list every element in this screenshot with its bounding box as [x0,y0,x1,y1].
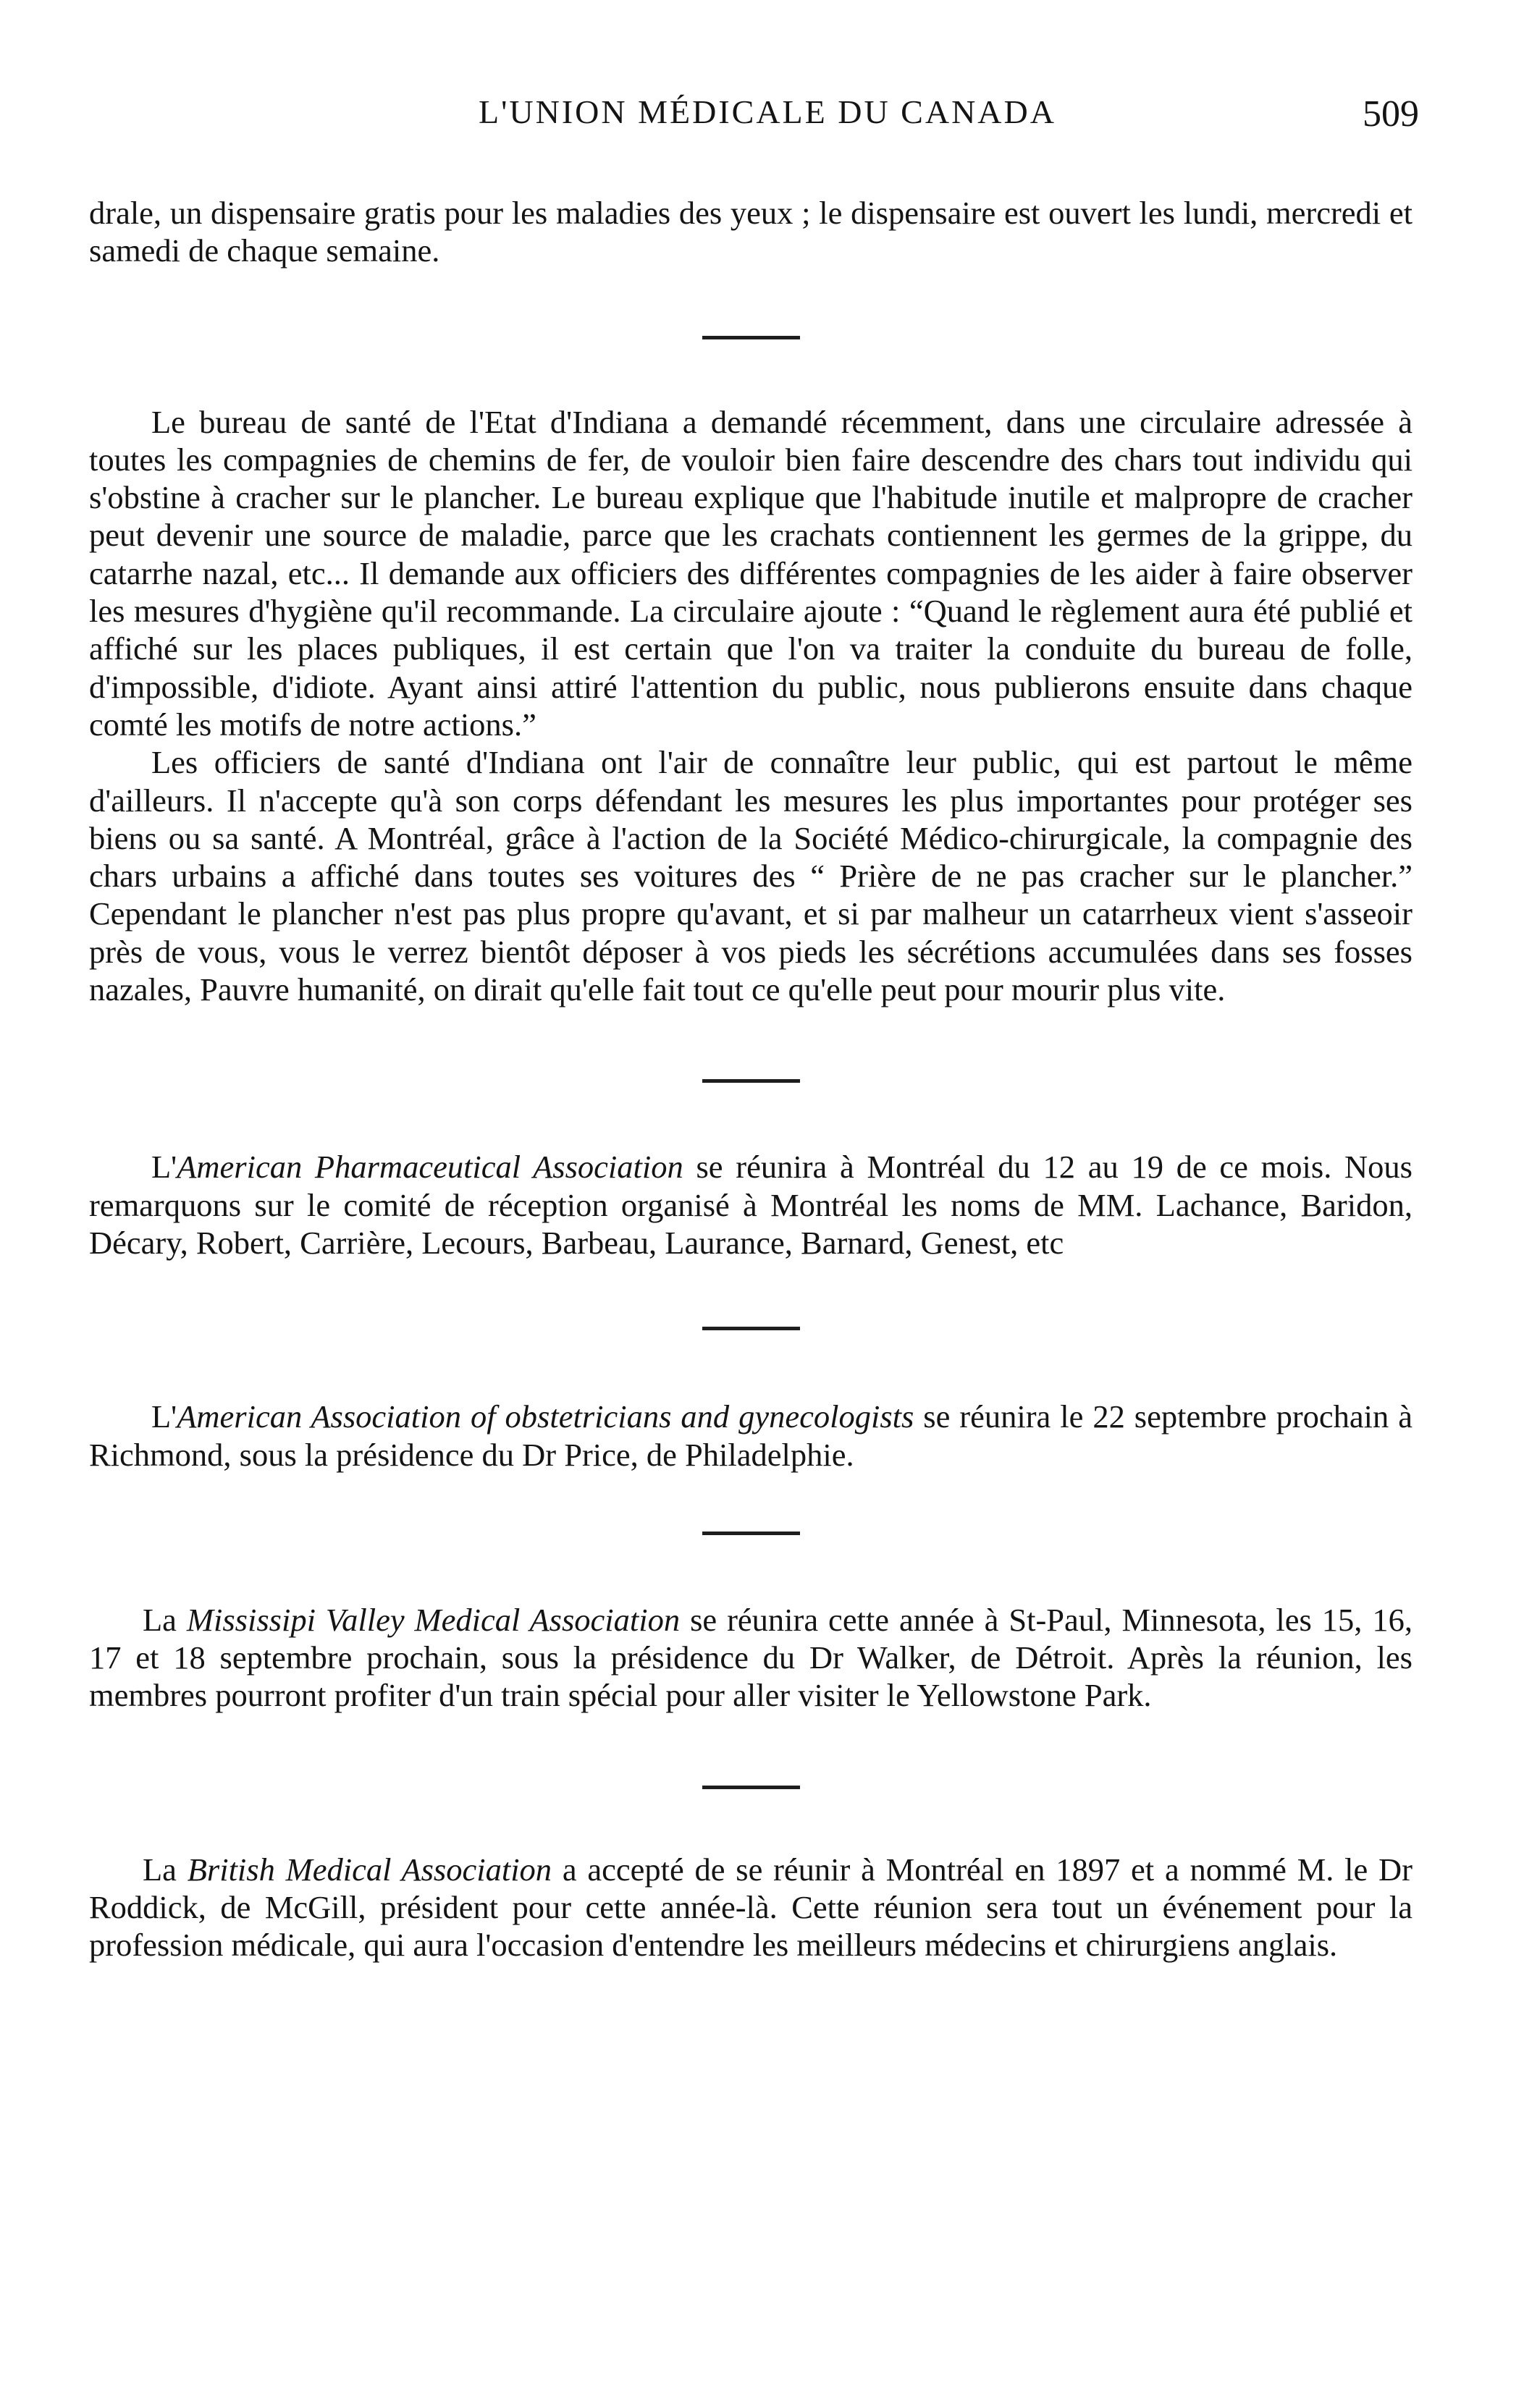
paragraph-body: a accepté de se réunir à Montréal en 1897 et a nommé M. le Dr Roddick, de McGill, président pour cette année-là. Cette réunion sera tout un événement pour la profession médicale, qui aura l'occasion d'entendre les meilleurs médecins et chirurgiens anglais. [89,1851,1413,1964]
paragraph-british-association [89,1851,1413,1964]
page-number: 509 [1363,93,1419,135]
section-rule [702,1786,800,1789]
association-name: British Medical Association [187,1851,552,1888]
section-rule [702,1532,800,1535]
section-rule [702,1327,800,1330]
paragraph-mississipi-association [89,1601,1413,1715]
association-name: American Association of obstetricians and gynecologists [177,1398,914,1435]
association-name: American Pharmaceutical Association [177,1149,683,1186]
paragraph-body: se réunira le 22 septembre prochain à Richmond, sous la présidence du Dr Price, de Philadelphie. [89,1398,1413,1473]
paragraph-prefix: La [143,1601,187,1638]
paragraph-pharmaceutical-association [89,1148,1413,1262]
page-header [87,93,1419,143]
paragraph-continuation: drale, un dispensaire gratis pour les maladies des yeux ; le dispensaire est ouvert les lundi, mercredi et samedi de chaque semaine. [89,195,1413,269]
paragraph-prefix: La [143,1851,188,1888]
paragraph-health-officers: Les officiers de santé d'Indiana ont l'air de connaître leur public, qui est partout le même d'ailleurs. Il n'accepte qu'à son corps défendant les mesures les plus importantes pour protéger ses biens ou sa santé. A Montréal, grâce à l'action de la Société Médico-chirurgicale, la compagnie des chars urbains a affiché dans toutes ses voitures des “ Prière de ne pas cracher sur le plancher.” Cependant le plancher n'est pas plus propre qu'avant, et si par malheur un catarrheux vient s'asseoir près de vous, vous le verrez bientôt déposer à vos pieds les sécrétions accumulées dans ses fosses nazales, Pauvre humanité, on dirait qu'elle fait tout ce qu'elle peut pour mourir plus vite. [89,744,1413,1008]
paragraph-indiana-health-board: Le bureau de santé de l'Etat d'Indiana a demandé récemment, dans une circulaire adressée à toutes les compagnies de chemins de fer, de vouloir bien faire descendre des chars tout individu qui s'obstine à cracher sur le plancher. Le bureau explique que l'habitude inutile et malpropre de cracher peut devenir une source de maladie, parce que les crachats contiennent les germes de la grippe, du catarrhe nazal, etc... Il demande aux officiers des différentes compagnies de les aider à faire observer les mesures d'hygiène qu'il recommande. La circulaire ajoute : “Quand le règlement aura été publié et affiché sur les places publiques, il est certain que l'on va traiter la conduite du bureau de folle, d'impossible, d'idiote. Ayant ainsi attiré l'attention du public, nous publierons ensuite dans chaque comté les motifs de notre actions.” [89,403,1413,743]
section-rule [702,1079,800,1083]
paragraph-body: se réunira cette année à St-Paul, Minnesota, les 15, 16, 17 et 18 septembre prochain, sous la présidence du Dr Walker, de Détroit. Après la réunion, les membres pourront profiter d'un train spécial pour aller visiter le Yellowstone Park. [89,1601,1413,1714]
paragraph-prefix: L' [151,1149,177,1186]
text-column [89,194,1413,1964]
paragraph-body: se réunira à Montréal du 12 au 19 de ce mois. Nous remarquons sur le comité de réception organisé à Montréal les noms de MM. Lachance, Baridon, Décary, Robert, Carrière, Lecours, Barbeau, Laurance, Barnard, Genest, etc [89,1149,1413,1261]
paragraph-obstetricians-association [89,1398,1413,1474]
section-rule [702,336,800,339]
association-name: Mississipi Valley Medical Association [186,1601,681,1638]
paragraph-prefix: L' [151,1398,177,1435]
running-head: L'UNION MÉDICALE DU CANADA [479,93,1056,130]
